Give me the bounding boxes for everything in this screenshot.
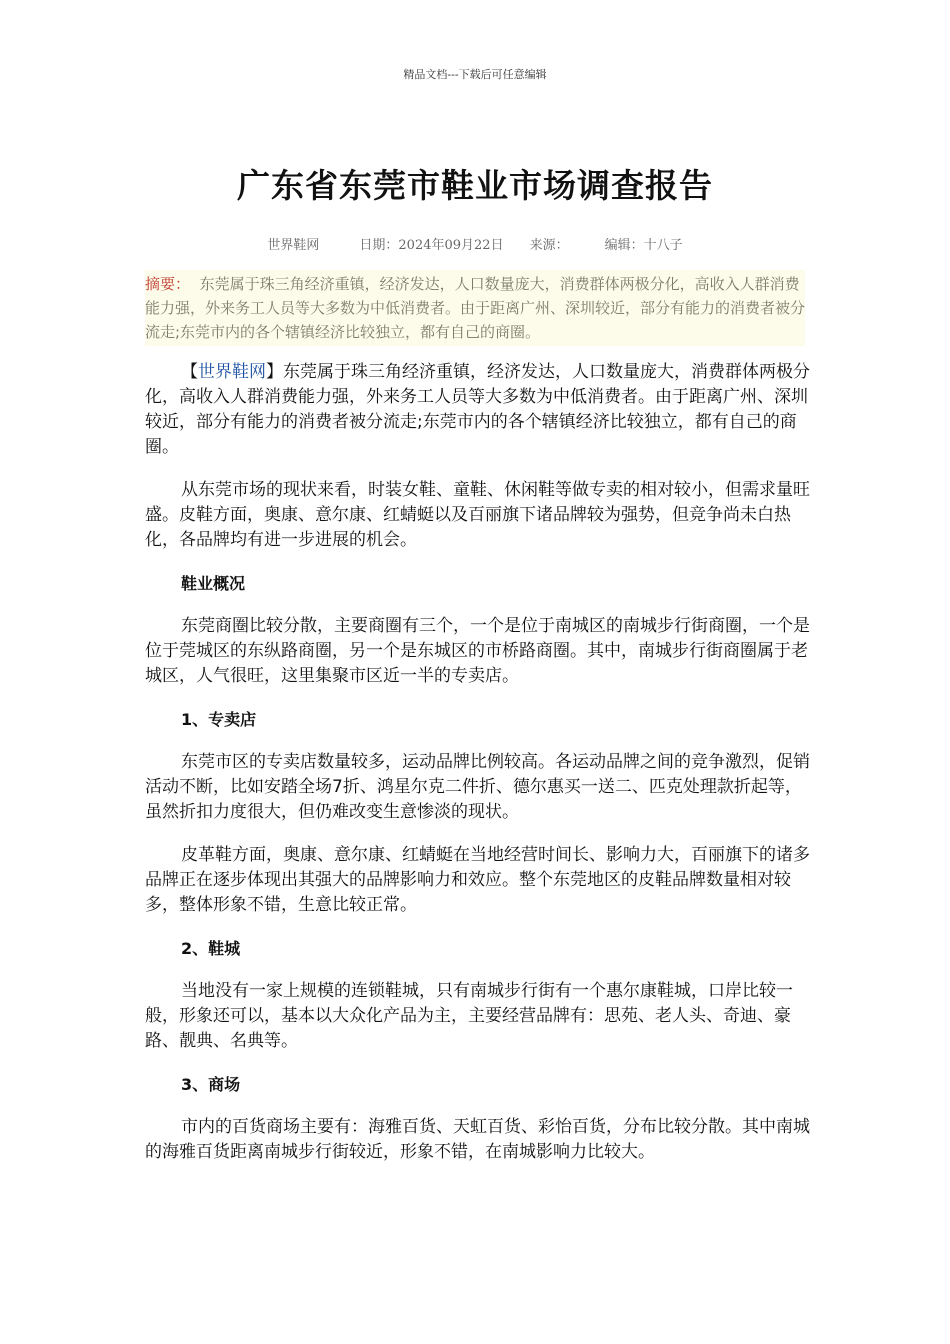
article-body xyxy=(145,360,810,1183)
section-heading-stores: 1、专卖店 xyxy=(181,710,257,729)
meta-origin: 来源： xyxy=(529,238,569,253)
abstract-label: 摘要： xyxy=(145,275,191,293)
intro-bracket-open: 【 xyxy=(181,362,198,382)
source-link[interactable]: 世界鞋网 xyxy=(198,362,266,382)
abstract-box xyxy=(145,270,805,346)
section-heading-overview: 鞋业概况 xyxy=(181,574,246,593)
intro-bracket-close: 】 xyxy=(266,362,283,382)
meta-date: 日期：2024年09月22日 xyxy=(359,238,504,253)
page-title: 广东省东莞市鞋业市场调查报告 xyxy=(237,166,713,205)
article-meta xyxy=(0,234,950,253)
stores-paragraph-leather: 皮革鞋方面，奥康、意尔康、红蜻蜓在当地经营时间长、影响力大，百丽旗下的诸多品牌正在逐步体现出其强大的品牌影响力和效应。整个东莞地区的皮鞋品牌数量相对较多，整体形象不错，生意比较正常。 xyxy=(145,845,810,915)
market-paragraph: 从东莞市场的现状来看，时装女鞋、童鞋、休闲鞋等做专卖的相对较小，但需求量旺盛。皮鞋方面，奥康、意尔康、红蜻蜓以及百丽旗下诸品牌较为强势，但竞争尚未白热化，各品牌均有进一步进展的机会。 xyxy=(145,480,810,550)
section-heading-shoe-city: 2、鞋城 xyxy=(181,939,241,958)
meta-source-site: 世界鞋网 xyxy=(267,238,320,253)
stores-paragraph-sports: 东莞市区的专卖店数量较多，运动品牌比例较高。各运动品牌之间的竞争激烈，促销活动不断，比如安踏全场7折、鸿星尔克二件折、德尔惠买一送二、匹克处理款折起等，虽然折扣力度很大，但仍难改变生意惨淡的现状。 xyxy=(145,752,810,822)
header-watermark: 精品文档---下载后可任意编辑 xyxy=(403,68,547,81)
intro-paragraph xyxy=(145,360,810,460)
overview-paragraph: 东莞商圈比较分散，主要商圈有三个，一个是位于南城区的南城步行街商圈，一个是位于莞城区的东纵路商圈，另一个是东城区的市桥路商圈。其中，南城步行街商圈属于老城区，人气很旺，这里集聚市区近一半的专卖店。 xyxy=(145,616,810,686)
shoe-city-paragraph: 当地没有一家上规模的连锁鞋城，只有南城步行街有一个惠尔康鞋城，口岸比较一般，形象还可以，基本以大众化产品为主，主要经营品牌有：思苑、老人头、奇迪、豪路、靓典、名典等。 xyxy=(145,981,793,1051)
section-heading-malls: 3、商场 xyxy=(181,1075,241,1094)
malls-paragraph: 市内的百货商场主要有：海雅百货、天虹百货、彩怡百货，分布比较分散。其中南城的海雅百货距离南城步行街较近，形象不错，在南城影响力比较大。 xyxy=(145,1117,810,1162)
abstract-text: 东莞属于珠三角经济重镇，经济发达，人口数量庞大，消费群体两极分化，高收入人群消费能力强，外来务工人员等大多数为中低消费者。由于距离广州、深圳较近，部分有能力的消费者被分流走;东莞市内的各个辖镇经济比较独立，都有自己的商圈。 xyxy=(145,275,806,341)
meta-editor: 编辑：十八子 xyxy=(604,238,683,253)
intro-text: 东莞属于珠三角经济重镇，经济发达，人口数量庞大，消费群体两极分化，高收入人群消费能力强，外来务工人员等大多数为中低消费者。由于距离广州、深圳较近，部分有能力的消费者被分流走;东莞市内的各个辖镇经济比较独立，都有自己的商圈。 xyxy=(145,362,810,457)
